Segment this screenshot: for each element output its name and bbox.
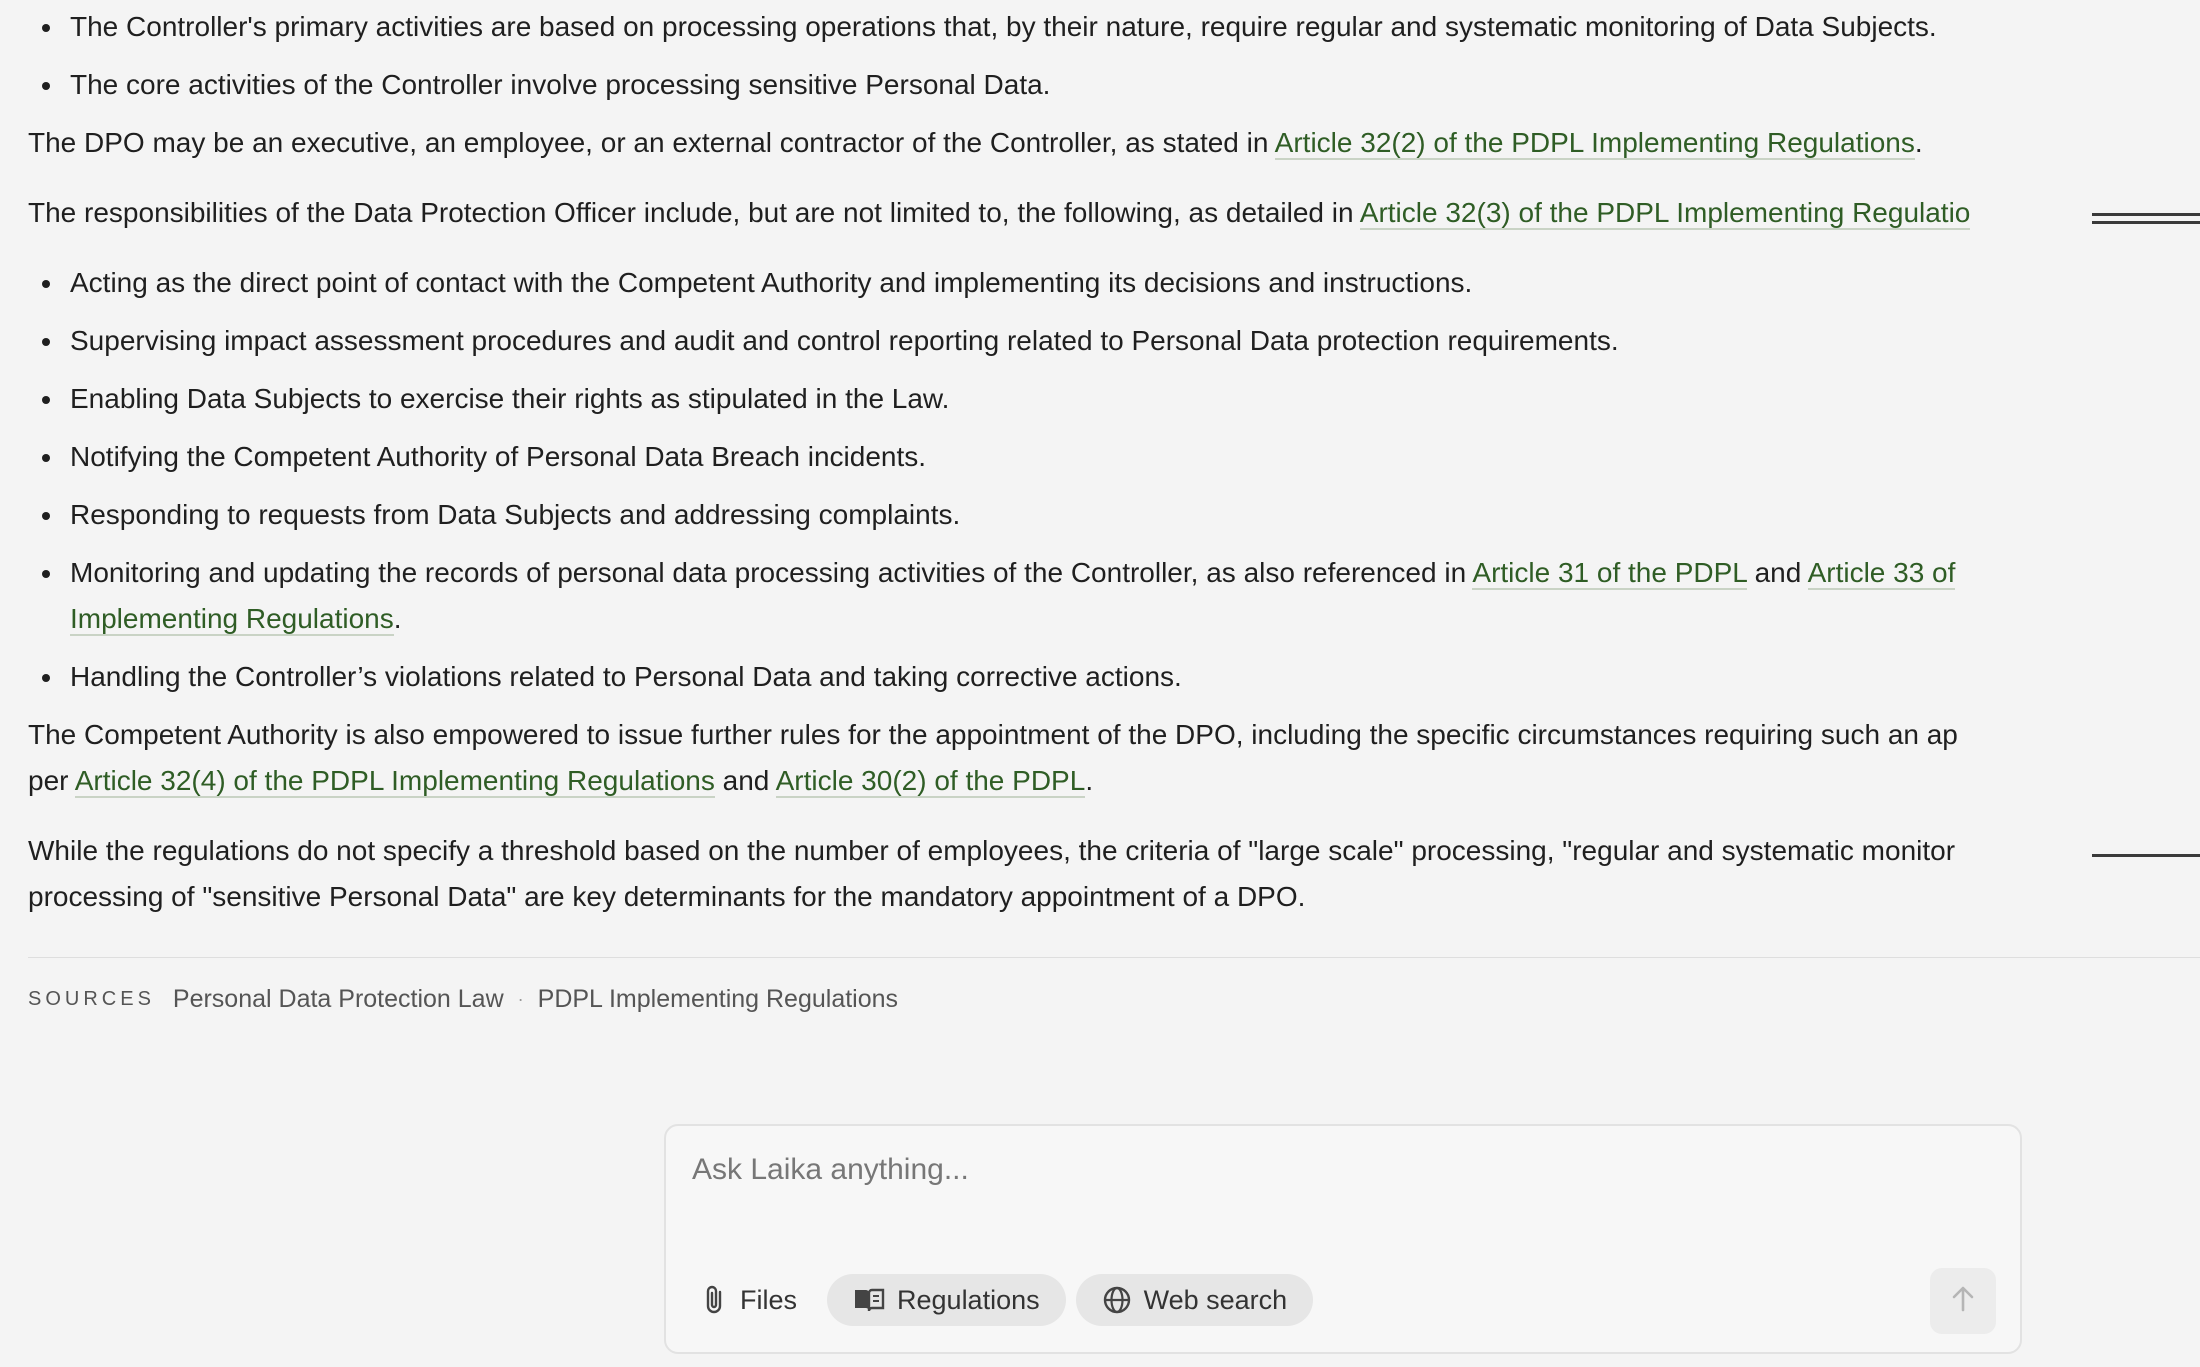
article-30-2-link[interactable]: Article 30(2) of the PDPL	[775, 765, 1086, 796]
overflow-indicator	[2092, 213, 2200, 216]
regulations-button[interactable]: Regulations	[827, 1274, 1066, 1326]
composer-toolbar	[690, 1274, 1313, 1326]
authority-paragraph: The Competent Authority is also empowered to issue further rules for the appointment of the DPO, including the specific circumstances requiring such an ap per Article 32(4) of the PDPL Implementing Regulations and Article 30(2) of the PDPL.	[28, 719, 1958, 796]
send-button[interactable]	[1930, 1268, 1996, 1334]
threshold-paragraph: While the regulations do not specify a threshold based on the number of employees, the criteria of "large scale" processing, "regular and systematic monitor processing of "sensitive Personal Data" are key determinants for the mandatory appointment of a DPO.	[28, 835, 1956, 912]
paperclip-icon	[702, 1284, 728, 1316]
controller-criteria-list	[28, 4, 2200, 108]
sources-label: SOURCES	[28, 988, 155, 1010]
article-32-3-link[interactable]: Article 32(3) of the PDPL Implementing Regulatio	[1359, 197, 1971, 228]
responsibilities-paragraph: The responsibilities of the Data Protection Officer include, but are not limited to, the following, as detailed in Article 32(3) of the PDPL Implementing Regulatio	[28, 197, 1971, 228]
list-item: Enabling Data Subjects to exercise their rights as stipulated in the Law.	[28, 376, 2120, 422]
answer-content	[28, 0, 2200, 920]
chat-composer	[664, 1124, 2022, 1354]
list-item: Supervising impact assessment procedures and audit and control reporting related to Personal Data protection requirements.	[28, 318, 2120, 364]
article-33-link-continued[interactable]: Implementing Regulations	[70, 603, 394, 634]
list-item: Responding to requests from Data Subjects and addressing complaints.	[28, 492, 2120, 538]
web-search-button[interactable]: Web search	[1076, 1274, 1314, 1326]
article-32-2-link[interactable]: Article 32(2) of the PDPL Implementing Regulations	[1274, 127, 1915, 158]
list-item: The Controller's primary activities are based on processing operations that, by their nature, require regular and systematic monitoring of Data Subjects.	[28, 4, 2120, 50]
list-item: The core activities of the Controller involve processing sensitive Personal Data.	[28, 62, 2120, 108]
chat-input[interactable]	[690, 1144, 1994, 1196]
source-link-pdpl[interactable]: Personal Data Protection Law	[172, 985, 504, 1013]
list-item: Handling the Controller’s violations related to Personal Data and taking corrective actions.	[28, 654, 2120, 700]
separator: ·	[517, 989, 524, 1009]
responsibilities-list	[28, 260, 2200, 700]
article-32-4-link[interactable]: Article 32(4) of the PDPL Implementing Regulations	[74, 765, 715, 796]
files-button[interactable]: Files	[690, 1274, 817, 1326]
globe-icon	[1102, 1285, 1132, 1315]
article-33-link[interactable]: Article 33 of	[1807, 557, 1956, 588]
list-item: Acting as the direct point of contact with the Competent Authority and implementing its decisions and instructions.	[28, 260, 2120, 306]
overflow-indicator	[2092, 854, 2200, 857]
list-item: Notifying the Competent Authority of Personal Data Breach incidents.	[28, 434, 2120, 480]
list-item: Monitoring and updating the records of personal data processing activities of the Controller, as also referenced in Article 31 of the PDPL and Article 33 of Implementing Regulations.	[28, 550, 2120, 642]
article-31-link[interactable]: Article 31 of the PDPL	[1472, 557, 1747, 588]
overflow-indicator	[2092, 221, 2200, 224]
dpo-paragraph: The DPO may be an executive, an employee, or an external contractor of the Controller, as stated in Article 32(2) of the PDPL Implementing Regulations.	[28, 127, 1923, 158]
arrow-up-icon	[1949, 1284, 1977, 1319]
sources-row	[28, 985, 898, 1014]
book-open-icon	[853, 1287, 885, 1313]
source-link-regulations[interactable]: PDPL Implementing Regulations	[537, 985, 899, 1013]
divider	[28, 957, 2200, 958]
